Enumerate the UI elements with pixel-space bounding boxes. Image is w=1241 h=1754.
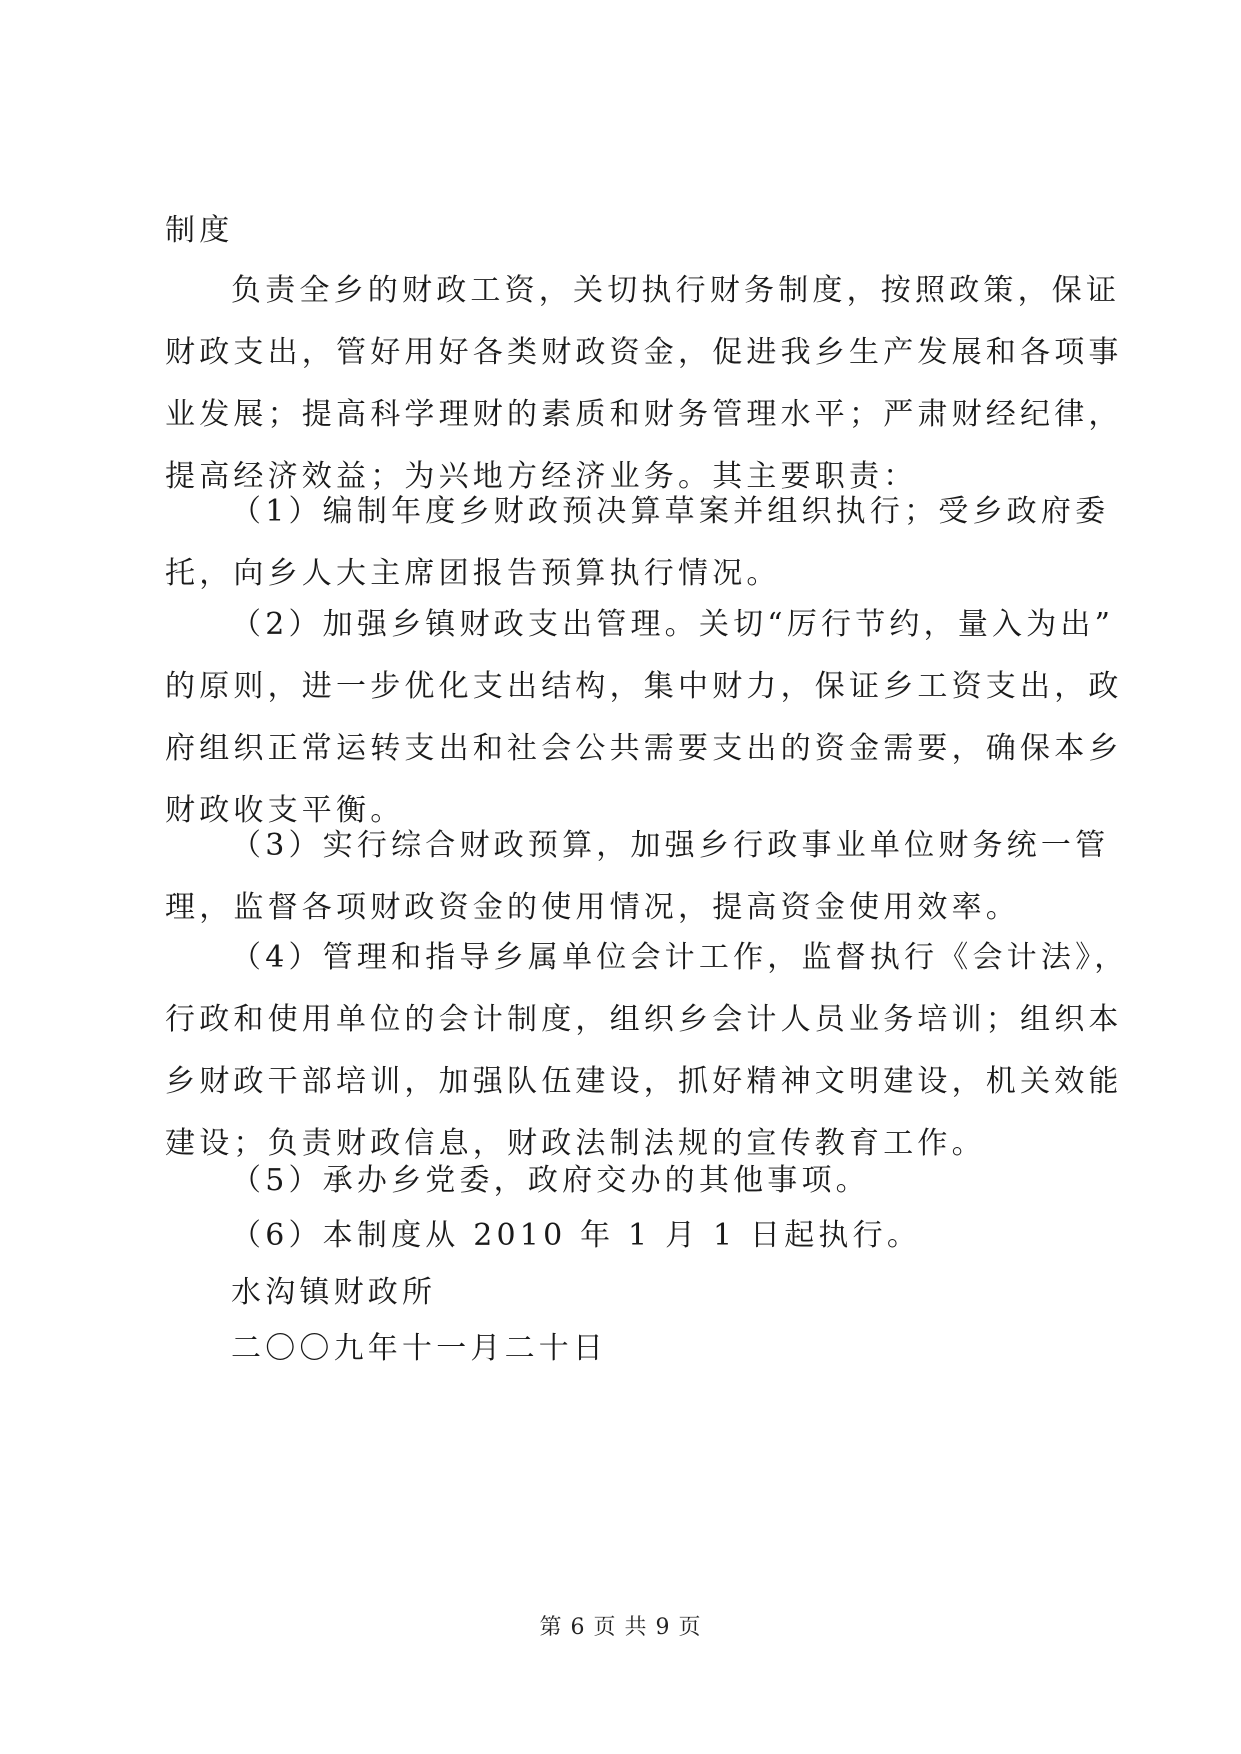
paragraph-line: 财政收支平衡。	[165, 793, 405, 828]
paragraph-line: （1）编制年度乡财政预决算草案并组织执行；受乡政府委	[231, 494, 1110, 529]
heading-block	[165, 200, 1083, 262]
paragraph-line: 提高经济效益；为兴地方经济业务。其主要职责：	[165, 459, 918, 494]
paragraph-line: （2）加强乡镇财政支出管理。关切“厉行节约，量入为出”	[231, 607, 1115, 642]
paragraph-7	[165, 1205, 1083, 1267]
paragraph-line: （3）实行综合财政预算，加强乡行政事业单位财务统一管	[231, 828, 1110, 863]
paragraph-4	[165, 815, 1110, 939]
paragraph-line: 理，监督各项财政资金的使用情况，提高资金使用效率。	[165, 890, 1020, 925]
paragraph-line: 业发展；提高科学理财的素质和财务管理水平；严肃财经纪律，	[165, 397, 1123, 432]
paragraph-line: 托，向乡人大主席团报告预算执行情况。	[165, 556, 781, 591]
paragraph-3	[165, 594, 1123, 842]
paragraph-line: 行政和使用单位的会计制度，组织乡会计人员业务培训；组织本	[165, 1002, 1123, 1037]
paragraph-line: 财政支出，管好用好各类财政资金，促进我乡生产发展和各项事	[165, 335, 1123, 370]
signature-organization: 水沟镇财政所	[231, 1275, 437, 1310]
paragraph-2	[165, 481, 1110, 605]
paragraph-line: 建设；负责财政信息，财政法制法规的宣传教育工作。	[165, 1126, 986, 1161]
signature-date: 二〇〇九年十一月二十日	[231, 1331, 608, 1366]
paragraph-line: （4）管理和指导乡属单位会计工作，监督执行《会计法》，	[231, 940, 1129, 975]
paragraph-line: 的原则，进一步优化支出结构，集中财力，保证乡工资支出，政	[165, 669, 1123, 704]
paragraph-line: 府组织正常运转支出和社会公共需要支出的资金需要，确保本乡	[165, 731, 1123, 766]
signature-block	[165, 1262, 1083, 1324]
paragraph-line: 负责全乡的财政工资，关切执行财务制度，按照政策，保证	[231, 273, 1121, 308]
paragraph-line: （5）承办乡党委，政府交办的其他事项。	[231, 1163, 870, 1198]
paragraph-line: （6）本制度从 2010 年 1 月 1 日起执行。	[231, 1218, 922, 1253]
signature-date-block	[165, 1318, 1083, 1380]
paragraph-6	[165, 1150, 1083, 1212]
page-number-footer: 第 6 页 共 9 页	[539, 1615, 702, 1640]
heading-text: 制度	[165, 213, 234, 248]
paragraph-line: 乡财政干部培训，加强队伍建设，抓好精神文明建设，机关效能	[165, 1064, 1123, 1099]
paragraph-5	[165, 927, 1129, 1175]
paragraph-1	[165, 260, 1123, 508]
